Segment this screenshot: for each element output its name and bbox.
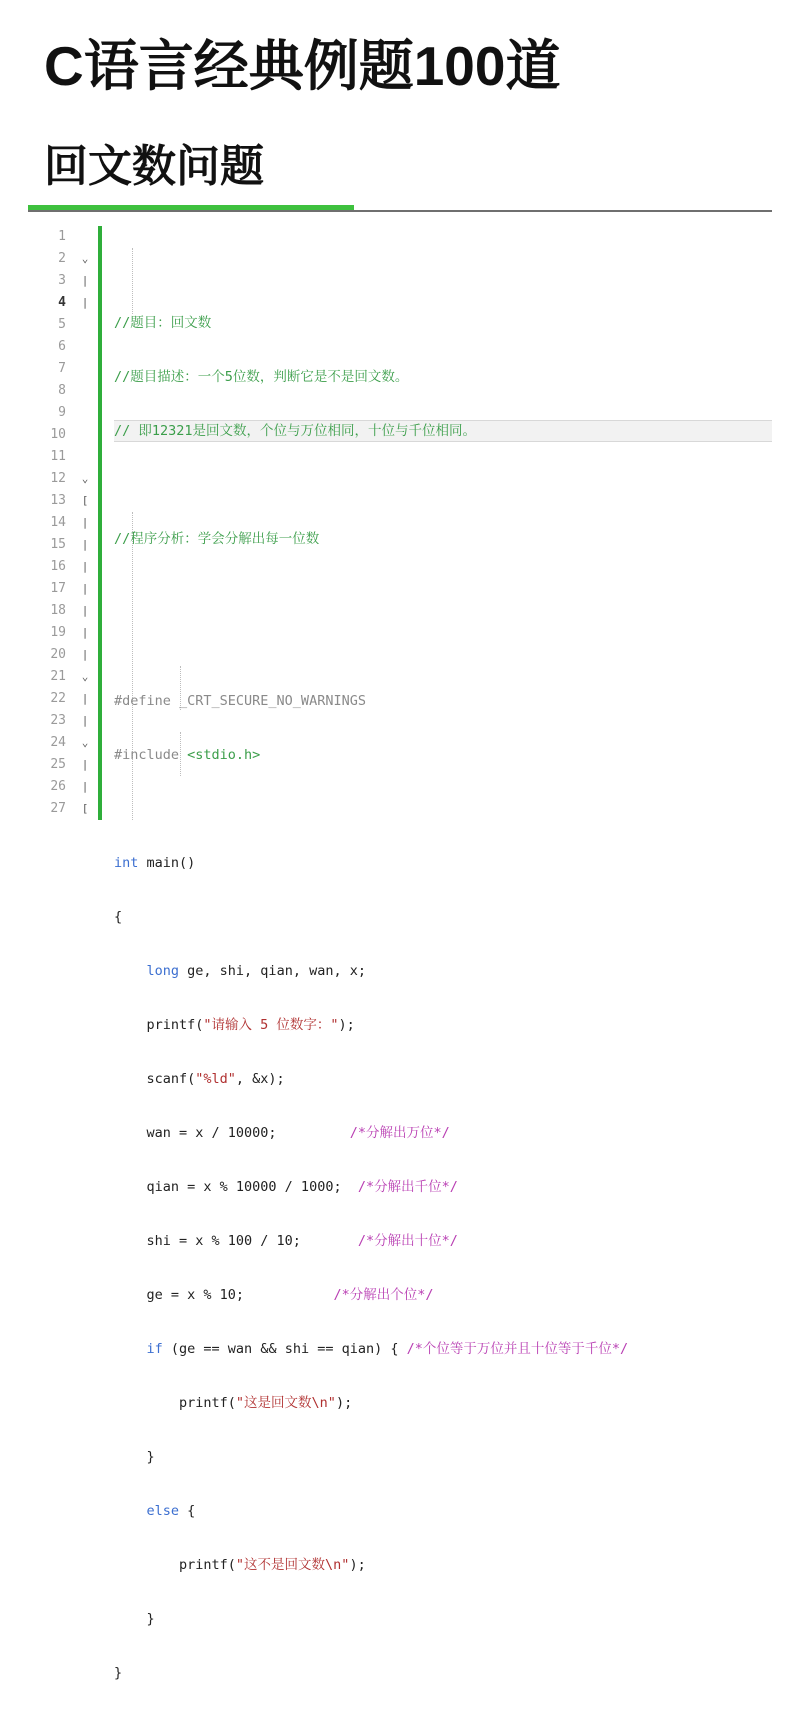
code-line: printf("这是回文数\n");: [114, 1395, 353, 1411]
line-number: 2: [58, 251, 66, 266]
fold-line: |: [81, 516, 89, 529]
line-number: 27: [50, 801, 66, 816]
code-token-macro: #include: [114, 747, 188, 763]
fold-line: |: [81, 604, 89, 617]
line-number: 7: [58, 361, 66, 376]
fold-spacer: [74, 336, 96, 358]
line-number: 21: [50, 669, 66, 684]
code-line: }: [114, 1665, 123, 1681]
code-token-comment: /*分解出千位*/: [357, 1179, 458, 1195]
fold-line: |: [81, 648, 89, 661]
code-line: [114, 474, 772, 496]
fold-spacer: [74, 446, 96, 468]
page-title: C语言经典例题100道: [44, 35, 561, 97]
code-line: [114, 582, 772, 604]
line-number: 5: [58, 317, 66, 332]
code-line: [114, 798, 772, 820]
code-token-comment: /*分解出十位*/: [357, 1233, 458, 1249]
code-line: printf("这不是回文数\n");: [114, 1557, 366, 1573]
line-number: 1: [58, 229, 66, 244]
code-token-comment: /*分解出个位*/: [333, 1287, 434, 1303]
code-token-string: "这是回文数\n": [235, 1395, 336, 1411]
fold-line: |: [81, 626, 89, 639]
fold-toggle-icon[interactable]: ⌄: [81, 252, 89, 265]
line-number: 15: [50, 537, 66, 552]
code-token-comment: //题目描述：一个5位数，判断它是不是回文数。: [114, 369, 409, 385]
line-number: 24: [50, 735, 66, 750]
fold-line: |: [81, 538, 89, 551]
line-number: 12: [50, 471, 66, 486]
code-line: qian = x % 10000 / 1000; /*分解出千位*/: [114, 1179, 458, 1195]
changed-lines-indicator: [98, 226, 102, 820]
code-line: [114, 636, 772, 658]
code-token-comment: //程序分析：学会分解出每一位数: [114, 531, 320, 547]
line-number: 18: [50, 603, 66, 618]
code-line: else {: [146, 1503, 196, 1519]
code-line: [114, 528, 772, 550]
line-number: 19: [50, 625, 66, 640]
line-number: 14: [50, 515, 66, 530]
header-divider: [28, 210, 772, 212]
code-fold-column[interactable]: [74, 222, 96, 842]
fold-spacer: [74, 314, 96, 336]
subtitle-block: [30, 130, 360, 194]
fold-line: |: [81, 560, 89, 573]
code-line: [114, 312, 772, 334]
line-number: 10: [50, 427, 66, 442]
code-line: }: [114, 1449, 155, 1465]
fold-line: |: [81, 714, 89, 727]
fold-bracket: [: [81, 802, 89, 815]
code-editor: [28, 222, 772, 1681]
code-line: [114, 744, 772, 766]
code-token-string: "这不是回文数\n": [235, 1557, 350, 1573]
fold-toggle-icon[interactable]: ⌄: [81, 472, 89, 485]
code-line: [114, 366, 772, 388]
fold-line: |: [81, 296, 89, 309]
code-token-keyword: int: [114, 855, 139, 871]
code-line: printf("请输入 5 位数字：");: [114, 1017, 355, 1033]
code-line: scanf("%ld", &x);: [114, 1071, 285, 1087]
code-token-keyword: if: [146, 1341, 163, 1357]
fold-toggle-icon[interactable]: ⌄: [81, 736, 89, 749]
code-token-keyword: else: [146, 1503, 180, 1519]
line-number: 3: [58, 273, 66, 288]
code-line: shi = x % 100 / 10; /*分解出十位*/: [114, 1233, 458, 1249]
line-number: 22: [50, 691, 66, 706]
line-number: 11: [50, 449, 66, 464]
code-line: if (ge == wan && shi == qian) { /*个位等于万位并且十位等于千位*/: [146, 1341, 629, 1357]
fold-spacer: [74, 424, 96, 446]
code-line: [114, 258, 772, 280]
line-number: 6: [58, 339, 66, 354]
fold-spacer: [74, 226, 96, 248]
code-content[interactable]: [114, 222, 772, 1681]
code-token-keyword: long: [146, 963, 180, 979]
line-number: 20: [50, 647, 66, 662]
line-number-active: 4: [58, 295, 66, 310]
fold-line: |: [81, 692, 89, 705]
line-number: 25: [50, 757, 66, 772]
fold-spacer: [74, 380, 96, 402]
code-line: wan = x / 10000; /*分解出万位*/: [114, 1125, 450, 1141]
code-token-string: "%ld": [195, 1071, 236, 1087]
code-line: ge = x % 10; /*分解出个位*/: [114, 1287, 434, 1303]
line-number-gutter: [28, 222, 74, 842]
line-number: 23: [50, 713, 66, 728]
fold-line: |: [81, 780, 89, 793]
fold-line: |: [81, 274, 89, 287]
fold-spacer: [74, 402, 96, 424]
code-token-header: <stdio.h>: [187, 747, 261, 763]
fold-line: |: [81, 758, 89, 771]
code-line: {: [114, 909, 123, 925]
line-number: 8: [58, 383, 66, 398]
fold-spacer: [74, 358, 96, 380]
code-line: long ge, shi, qian, wan, x;: [146, 963, 366, 979]
code-token-comment: //题目：回文数: [114, 315, 212, 331]
code-token-macro: #define _CRT_SECURE_NO_WARNINGS: [114, 693, 366, 709]
line-number: 13: [50, 493, 66, 508]
fold-bracket: [: [81, 494, 89, 507]
code-token-comment: // 即12321是回文数，个位与万位相同，十位与千位相同。: [114, 423, 477, 439]
code-token-comment: /*分解出万位*/: [349, 1125, 450, 1141]
fold-line: |: [81, 582, 89, 595]
code-line: [114, 690, 772, 712]
line-number: 26: [50, 779, 66, 794]
page-subtitle: 回文数问题: [44, 142, 264, 191]
line-number: 17: [50, 581, 66, 596]
code-line: }: [114, 1611, 155, 1627]
code-token-comment: /*个位等于万位并且十位等于千位*/: [406, 1341, 629, 1357]
line-number: 16: [50, 559, 66, 574]
code-line-active: [114, 420, 772, 442]
line-number: 9: [58, 405, 66, 420]
code-line: int main(): [114, 855, 196, 871]
code-token-string: "请输入 5 位数字：": [203, 1017, 339, 1033]
fold-toggle-icon[interactable]: ⌄: [81, 670, 89, 683]
